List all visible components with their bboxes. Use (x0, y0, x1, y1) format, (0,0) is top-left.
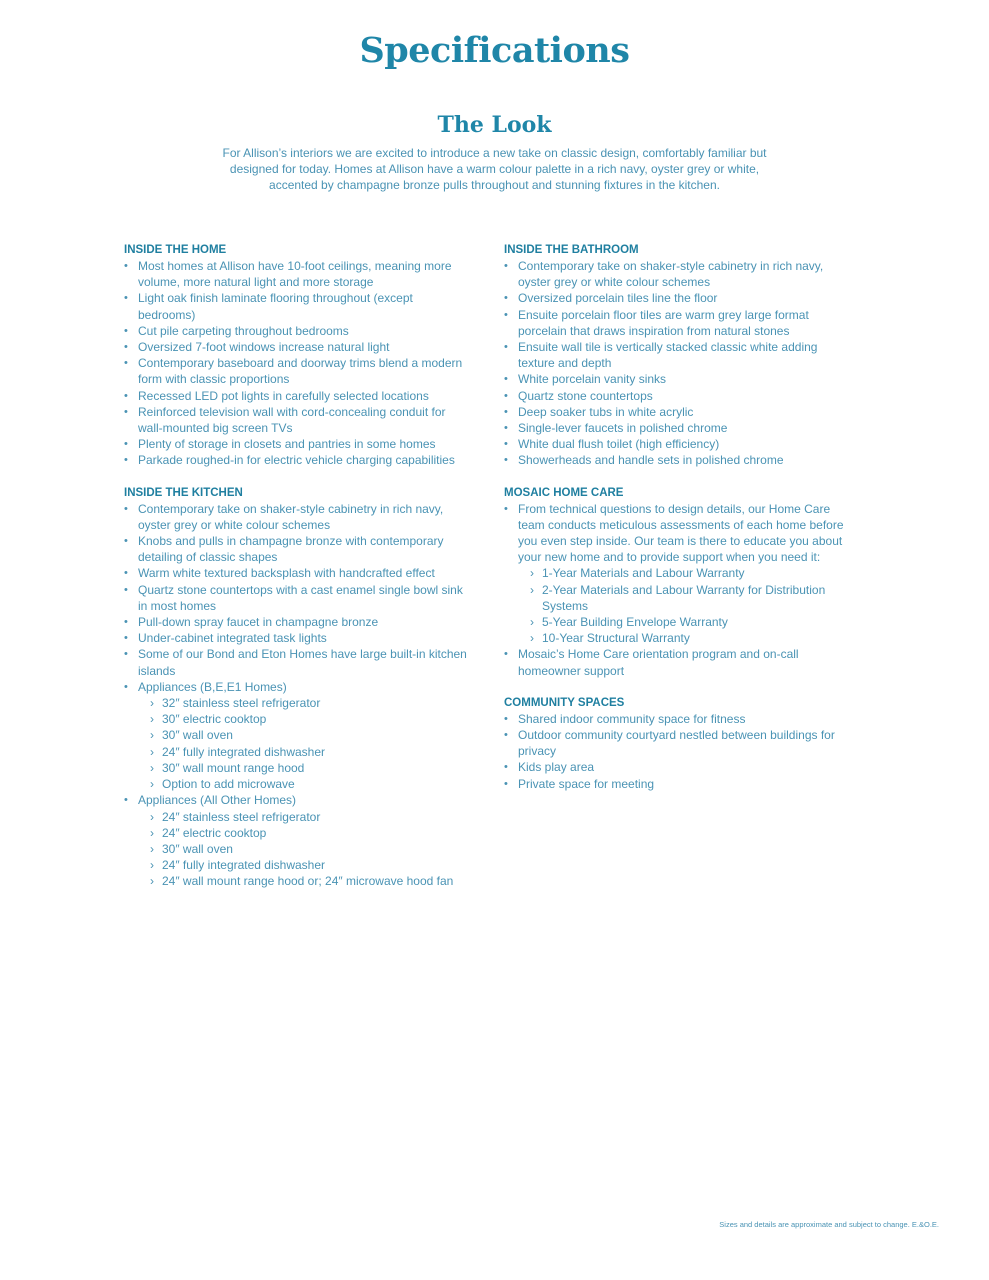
spec-section (124, 485, 469, 890)
spec-sublist (518, 565, 849, 646)
spec-item (124, 388, 469, 404)
spec-list (124, 258, 469, 469)
spec-subitem: › Option to add microwave (138, 776, 469, 792)
spec-subitem: › 24″ fully integrated dishwasher (138, 744, 469, 760)
spec-subitem: › 24″ fully integrated dishwasher (138, 857, 469, 873)
spec-item (124, 355, 469, 387)
spec-item (124, 501, 469, 533)
spec-item-text: Plenty of storage in closets and pantries in some homes (138, 437, 436, 452)
spec-item (504, 420, 849, 436)
spec-item (504, 436, 849, 452)
spec-subitem: › 24″ wall mount range hood or; 24″ microwave hood fan (138, 873, 469, 889)
spec-section (504, 242, 849, 469)
spec-item-text: Ensuite wall tile is vertically stacked classic white adding texture and depth (518, 340, 818, 371)
spec-item-text: Some of our Bond and Eton Homes have large built-in kitchen islands (138, 647, 467, 678)
intro-paragraph: For Allison’s interiors we are excited to introduce a new take on classic design, comfortably familiar but designed for today. Homes at Allison have a warm colour palette in a rich navy, oyster grey or white, accented by champagne bronze pulls throughout and stunning fixtures in the kitchen. (222, 146, 767, 192)
spec-subitem: › 24″ stainless steel refrigerator (138, 809, 469, 825)
spec-subitem: › 32″ stainless steel refrigerator (138, 695, 469, 711)
spec-item-text: Light oak finish laminate flooring throughout (except bedrooms) (138, 291, 413, 322)
right-column (504, 242, 849, 808)
spec-item (504, 776, 849, 792)
spec-item (124, 582, 469, 614)
spec-list (124, 501, 469, 890)
spec-item (124, 614, 469, 630)
spec-item-text: Recessed LED pot lights in carefully selected locations (138, 388, 429, 403)
spec-item-text: Warm white textured backsplash with handcrafted effect (138, 566, 435, 581)
spec-list (504, 258, 849, 469)
spec-item-text: Mosaic’s Home Care orientation program and on-call homeowner support (518, 647, 799, 678)
spec-item-text: Kids play area (518, 760, 595, 775)
spec-item-text: From technical questions to design details, our Home Care team conducts meticulous assessments of each home before you even step inside. Our team is there to educate you about your new home and to provide support when you need it: (518, 501, 844, 565)
left-column (124, 242, 469, 906)
spec-item (504, 371, 849, 387)
spec-item (504, 452, 849, 468)
spec-item-text: Ensuite porcelain floor tiles are warm grey large format porcelain that draws inspiration from natural stones (518, 307, 809, 338)
spec-item (124, 630, 469, 646)
spec-item-text: Deep soaker tubs in white acrylic (518, 404, 694, 419)
spec-subitem: › 30″ wall oven (138, 841, 469, 857)
spec-section (504, 485, 849, 679)
spec-item-text: Private space for meeting (518, 776, 655, 791)
spec-item-text: Quartz stone countertops with a cast enamel single bowl sink in most homes (138, 582, 463, 613)
spec-item (504, 404, 849, 420)
spec-item-text: White dual flush toilet (high efficiency) (518, 437, 720, 452)
spec-subitem: › 24″ electric cooktop (138, 825, 469, 841)
spec-item (124, 646, 469, 678)
spec-subitem: › 2-Year Materials and Labour Warranty for Distribution Systems (518, 582, 849, 614)
spec-item (504, 388, 849, 404)
section-heading: COMMUNITY SPACES (504, 696, 625, 709)
spec-item (124, 404, 469, 436)
spec-item (124, 792, 469, 889)
spec-item-text: White porcelain vanity sinks (518, 372, 667, 387)
spec-item-text: Most homes at Allison have 10-foot ceilings, meaning more volume, more natural light and more storage (138, 259, 452, 290)
spec-subitem: › 30″ wall oven (138, 727, 469, 743)
spec-item-text: Parkade roughed-in for electric vehicle charging capabilities (138, 453, 455, 468)
spec-item (124, 436, 469, 452)
section-heading: INSIDE THE KITCHEN (124, 486, 243, 499)
spec-item-text: Under-cabinet integrated task lights (138, 631, 327, 646)
spec-item-text: Pull-down spray faucet in champagne bronze (138, 615, 379, 630)
section-heading: INSIDE THE HOME (124, 244, 227, 256)
spec-item (504, 646, 849, 678)
spec-item (124, 290, 469, 322)
spec-item (504, 501, 849, 647)
spec-item-text: Appliances (B,E,E1 Homes) (138, 679, 287, 694)
spec-section (504, 695, 849, 792)
spec-item (504, 759, 849, 775)
spec-item-text: Showerheads and handle sets in polished chrome (518, 453, 784, 468)
page-title: Specifications (359, 30, 630, 71)
spec-item (124, 339, 469, 355)
spec-subitem: › 10-Year Structural Warranty (518, 630, 849, 646)
spec-subitem: › 5-Year Building Envelope Warranty (518, 614, 849, 630)
spec-item-text: Oversized porcelain tiles line the floor (518, 291, 718, 306)
spec-item-text: Appliances (All Other Homes) (138, 793, 297, 808)
spec-item-text: Quartz stone countertops (518, 388, 653, 403)
spec-item (504, 727, 849, 759)
spec-section (124, 242, 469, 469)
spec-subitem: › 30″ electric cooktop (138, 711, 469, 727)
spec-item (124, 452, 469, 468)
spec-item-text: Contemporary take on shaker-style cabinetry in rich navy, oyster grey or white colour schemes (518, 259, 824, 290)
spec-item (504, 258, 849, 290)
spec-item-text: Cut pile carpeting throughout bedrooms (138, 323, 349, 338)
spec-item-text: Contemporary baseboard and doorway trims blend a modern form with classic proportions (138, 356, 463, 387)
spec-item-text: Knobs and pulls in champagne bronze with contemporary detailing of classic shapes (138, 534, 444, 565)
spec-item-text: Oversized 7-foot windows increase natural light (138, 340, 390, 355)
spec-item-text: Shared indoor community space for fitness (518, 711, 746, 726)
spec-item (124, 258, 469, 290)
spec-item (504, 711, 849, 727)
spec-item-text: Contemporary take on shaker-style cabinetry in rich navy, oyster grey or white colour schemes (138, 501, 444, 532)
spec-item (124, 323, 469, 339)
spec-item (124, 679, 469, 792)
spec-item (504, 339, 849, 371)
spec-item (124, 565, 469, 581)
spec-item-text: Reinforced television wall with cord-concealing conduit for wall-mounted big screen TVs (138, 404, 446, 436)
spec-sublist (138, 809, 469, 890)
spec-sublist (138, 695, 469, 792)
footer-disclaimer: Sizes and details are approximate and subject to change. E.&O.E. (719, 1220, 939, 1229)
spec-item-text: Outdoor community courtyard nestled between buildings for privacy (518, 728, 835, 759)
spec-item (504, 290, 849, 306)
section-subtitle: The Look (437, 112, 552, 138)
spec-item (124, 533, 469, 565)
spec-list (504, 711, 849, 792)
spec-subitem: › 30″ wall mount range hood (138, 760, 469, 776)
spec-subitem: › 1-Year Materials and Labour Warranty (518, 565, 849, 581)
section-heading: INSIDE THE BATHROOM (504, 244, 639, 256)
spec-list (504, 501, 849, 679)
spec-item-text: Single-lever faucets in polished chrome (518, 421, 728, 436)
section-heading: MOSAIC HOME CARE (504, 486, 624, 499)
spec-item (504, 307, 849, 339)
